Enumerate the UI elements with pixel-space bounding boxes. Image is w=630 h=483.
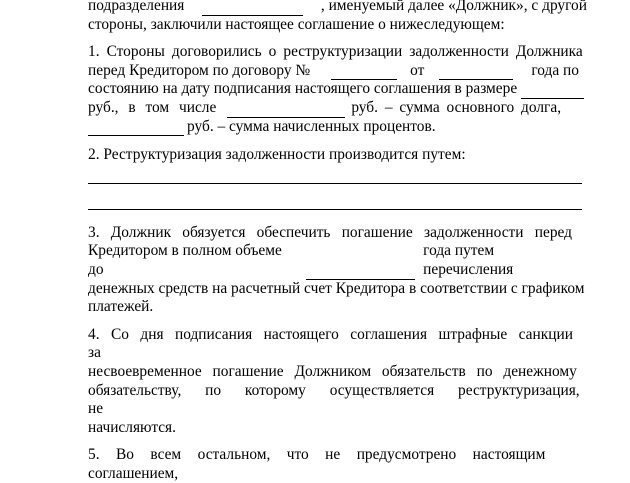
contract-date-blank[interactable] — [439, 66, 513, 80]
clause-1-line-4 — [88, 99, 587, 118]
intro-text-debtor: , именуемый далее «Должник», с другой — [320, 0, 587, 14]
total-amount-blank[interactable] — [521, 85, 584, 99]
clause-1-amount-label: состоянию на дату подписания настоящего соглашения в размере — [88, 80, 518, 98]
contract-number-blank[interactable] — [331, 66, 397, 80]
clause-1-year-label: года по — [531, 61, 579, 79]
clause-3 — [88, 224, 587, 317]
interest-amount-blank[interactable] — [88, 122, 184, 136]
clause-4-line-4: начисляются. — [88, 418, 176, 436]
clause-1-principal-label: руб. – сумма основного долга, — [351, 98, 562, 116]
intro-line-2: стороны, заключили настоящее соглашение о нижеследующем: — [88, 15, 505, 33]
clause-1 — [88, 43, 587, 136]
clause-1-interest-label: руб. – сумма начисленных процентов. — [187, 117, 436, 135]
clause-1-line-1 — [88, 43, 587, 62]
intro-line-1 — [88, 0, 587, 16]
clause-1-including-label: руб., в том числе — [88, 98, 217, 116]
clause-1-from-label: от — [410, 61, 425, 79]
repayment-date-blank[interactable] — [306, 266, 415, 280]
clause-1-line-5 — [88, 118, 587, 137]
clause-3-line-2 — [88, 242, 587, 279]
clause-1-contract-label: перед Кредитором по договору № — [88, 61, 311, 79]
clause-5-line-1: 5. Во всем остальном, что не предусмотрено настоящим соглашением, — [88, 446, 546, 482]
clause-5 — [88, 446, 587, 483]
clause-2: 2. Реструктуризация задолженности производится путем: — [88, 146, 466, 164]
clause-3-line-3: денежных средств на расчетный счет Кредитора в соответствии с графиком — [88, 279, 585, 297]
clause-3-transfer-label: года путем перечисления — [423, 242, 514, 278]
clause-3-deadline-label: Кредитором в полном объеме до — [88, 242, 282, 278]
clause-4-line-3: обязательству, по которому осуществляется реструктуризация, не — [88, 381, 580, 418]
clause-4-line-2: несвоевременное погашение Должником обязательств по денежному — [88, 362, 577, 380]
subdivision-blank[interactable] — [202, 2, 303, 16]
principal-amount-blank[interactable] — [227, 104, 345, 118]
clause-1-line-3 — [88, 80, 587, 99]
clause-1-text-1: 1. Стороны договорились о реструктуризации задолженности Должника — [88, 43, 583, 61]
clause-4 — [88, 326, 587, 438]
document-page — [88, 0, 587, 483]
clause-4-line-1: 4. Со дня подписания настоящего соглашения штрафные санкции за — [88, 325, 573, 362]
intro-text-subdivision: подразделения — [88, 0, 185, 14]
clause-3-line-4: платежей. — [88, 298, 154, 316]
clause-3-line-1: 3. Должник обязуется обеспечить погашение задолженности перед — [88, 223, 572, 241]
clause-1-line-2 — [88, 62, 587, 81]
